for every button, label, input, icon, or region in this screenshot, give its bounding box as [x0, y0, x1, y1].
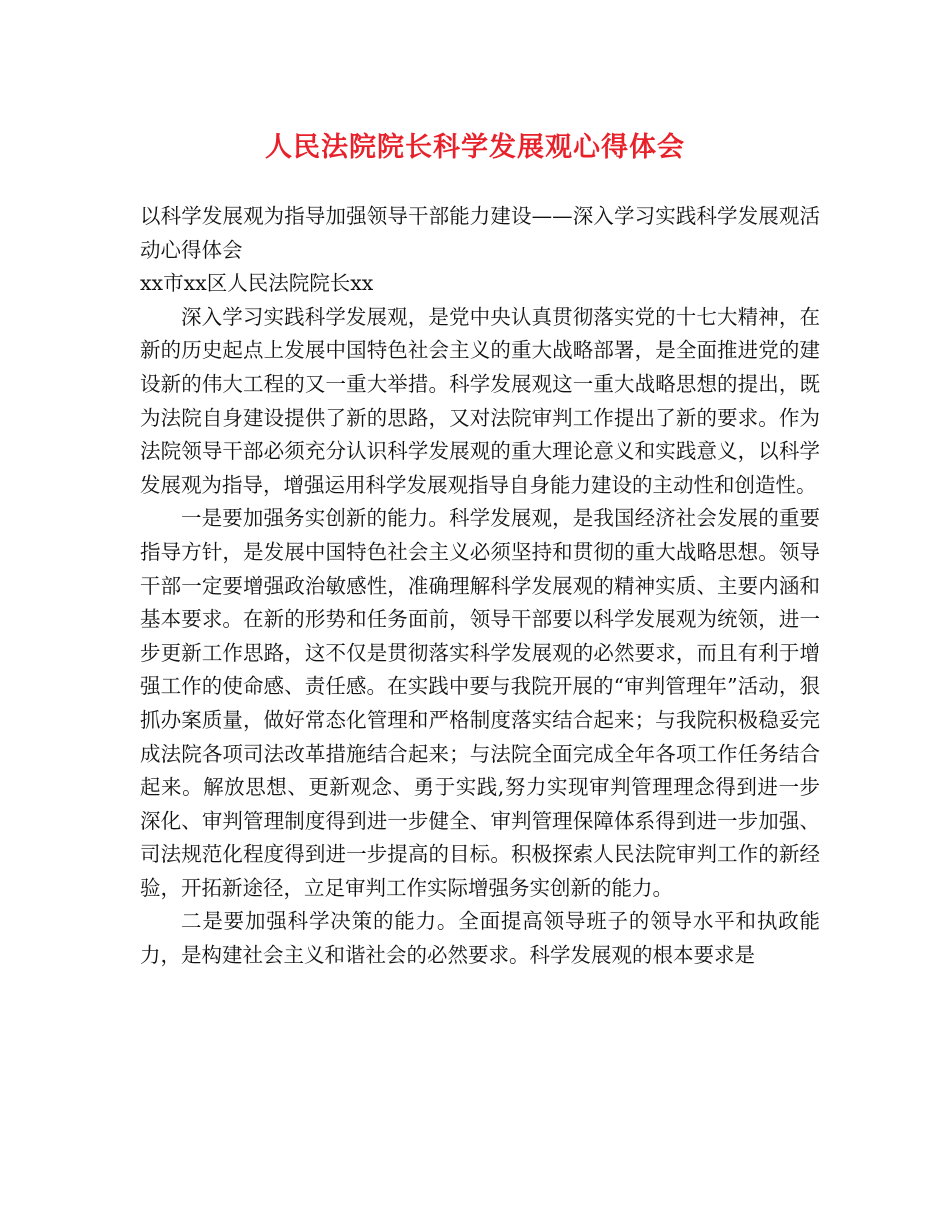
body-paragraph: 二是要加强科学决策的能力。全面提高领导班子的领导水平和执政能力，是构建社会主义和谐社会的必然要求。科学发展观的根本要求是 [140, 909, 820, 968]
document-body [140, 200, 820, 973]
body-paragraph: 深入学习实践科学发展观，是党中央认真贯彻落实党的十七大精神，在新的历史起点上发展中国特色社会主义的重大战略部署，是全面推进党的建设新的伟大工程的又一重大举措。科学发展观这一重大战略思想的提出，既为法院自身建设提供了新的思路，又对法院审判工作提出了新的要求。作为法院领导干部必须充分认识科学发展观的重大理论意义和实践意义，以科学发展观为指导，增强运用科学发展观指导自身能力建设的主动性和创造性。 [140, 304, 820, 497]
body-paragraph: 一是要加强务实创新的能力。科学发展观，是我国经济社会发展的重要指导方针，是发展中国特色社会主义必须坚持和贯彻的重大战略思想。领导干部一定要增强政治敏感性，准确理解科学发展观的精神实质、主要内涵和基本要求。在新的形势和任务面前，领导干部要以科学发展观为统领，进一步更新工作思路，这不仅是贯彻落实科学发展观的必然要求，而且有利于增强工作的使命感、责任感。在实践中要与我院开展的“审判管理年”活动，狠抓办案质量，做好常态化管理和严格制度落实结合起来；与我院积极稳妥完成法院各项司法改革措施结合起来；与法院全面完成全年各项工作任务结合起来。解放思想、更新观念、勇于实践,努力实现审判管理理念得到进一步深化、审判管理制度得到进一步健全、审判管理保障体系得到进一步加强、司法规范化程度得到进一步提高的目标。积极探索人民法院审判工作的新经验，开拓新途径，立足审判工作实际增强务实创新的能力。 [140, 506, 820, 900]
document-title: 人民法院院长科学发展观心得体会 [265, 132, 685, 163]
document-author: xx市xx区人民法院院长xx [140, 271, 374, 296]
document-subtitle: 以科学发展观为指导加强领导干部能力建设——深入学习实践科学发展观活动心得体会 [140, 204, 820, 262]
